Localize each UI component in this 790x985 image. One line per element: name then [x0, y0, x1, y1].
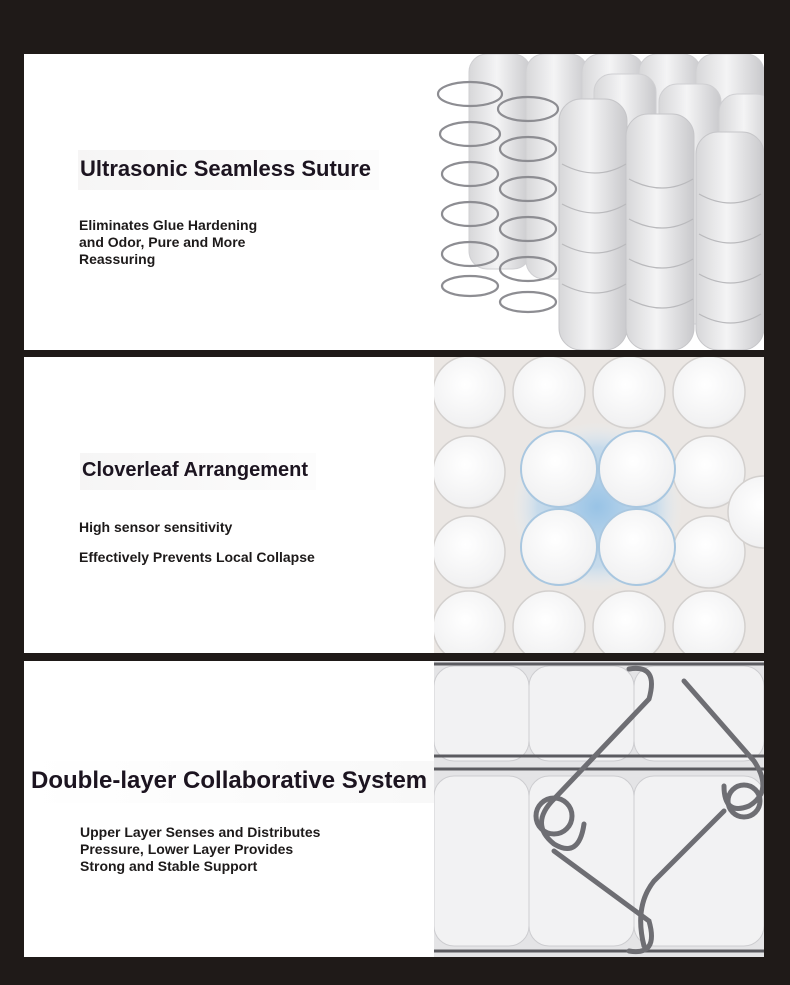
section-description — [79, 217, 257, 268]
double-layer-spring-system-image — [434, 661, 764, 957]
section-title: Ultrasonic Seamless Suture — [78, 150, 379, 190]
description-line: Pressure, Lower Layer Provides — [80, 841, 294, 857]
description-line: Upper Layer Senses and Distributes — [80, 824, 321, 840]
section-title: Cloverleaf Arrangement — [80, 453, 316, 490]
description-line: Effectively Prevents Local Collapse — [79, 549, 315, 565]
section-cloverleaf-arrangement — [24, 357, 764, 653]
description-line: High sensor sensitivity — [79, 519, 233, 535]
pocket-coil-springs-image — [434, 54, 764, 350]
description-line: Strong and Stable Support — [80, 858, 258, 874]
description-line: and Odor, Pure and More — [79, 234, 246, 250]
section-title: Double-layer Collaborative System — [29, 761, 435, 803]
description-line: Eliminates Glue Hardening — [79, 217, 258, 233]
cloverleaf-spring-arrangement-image — [434, 357, 764, 653]
section-double-layer-system — [24, 661, 764, 957]
section-description — [79, 519, 315, 566]
description-line: Reassuring — [79, 251, 156, 267]
section-ultrasonic-seamless-suture — [24, 54, 764, 350]
section-description — [80, 824, 320, 875]
